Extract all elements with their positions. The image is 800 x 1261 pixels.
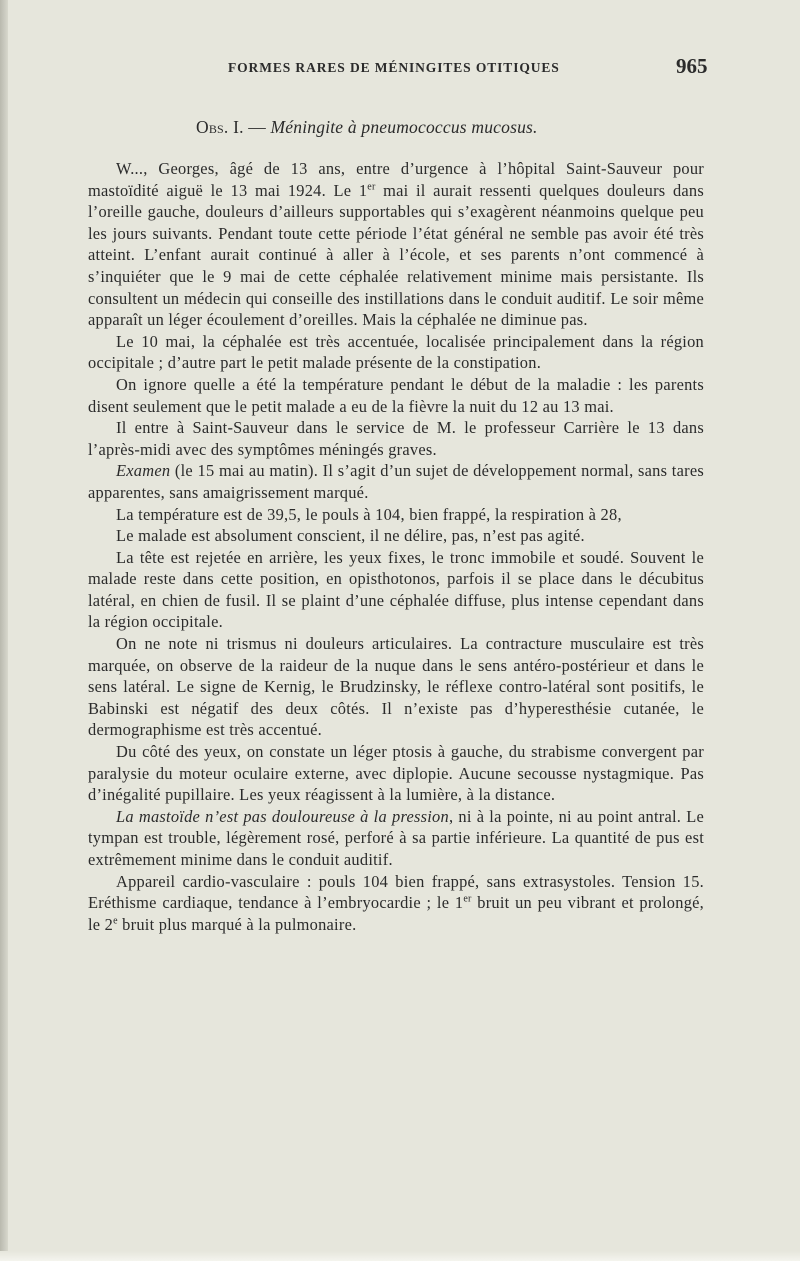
observation-dash: — (243, 117, 271, 137)
paragraph-cardio-text-a: Appareil cardio-vasculaire : pouls 104 bien frappé, sans extrasystoles. Tension 15. Eréthisme cardiaque, tendance à l’embryocardie ; le 1 (88, 871, 704, 913)
paragraph-history-text: W..., Georges, âgé de 13 ans, entre d’urgence à l’hôpital Saint-Sauveur pour mastoïdité aiguë le 13 mai 1924. Le 1 (88, 159, 704, 200)
page-number: 965 (676, 54, 708, 78)
mastoid-emphasis: La mastoïde n’est pas douloureuse à la pression (116, 806, 449, 826)
paragraph-mastoid-text: , ni à la pointe, ni au point antral. Le tympan est trouble, légèrement rosé, perforé à sa partie inférieure. La quantité de pus est extrêmement minime dans le conduit auditif. (88, 806, 704, 869)
running-title: FORMES RARES DE MÉNINGITES OTITIQUES (228, 60, 560, 75)
paragraph-contracture: On ne note ni trismus ni douleurs articulaires. La contracture musculaire est très marquée, on observe de la raideur de la nuque dans le sens antéro-postérieur et dans le sens latéral. Le signe de Kernig, le Brudzinsky, le réflexe contro-latéral sont positifs, le Babinski est négatif des deux côtés. Il n’existe pas d’hyperesthésie cutanée, le dermographisme est très accentué. (88, 634, 704, 740)
page-bottom-edge (0, 1251, 800, 1261)
observation-heading (196, 117, 538, 138)
page-header (0, 52, 800, 82)
paragraph-posture: La tête est rejetée en arrière, les yeux fixes, le tronc immobile et soudé. Souvent le malade reste dans cette position, en opisthotonos, parfois il se place dans le décubitus latéral, en chien de fusil. Il se plaint d’une céphalée diffuse, plus intense cependant dans la région occipitale. (88, 547, 704, 632)
paragraph-cardio-text-b: bruit un peu vibrant et prolongé, le 2 (88, 893, 705, 934)
ordinal-superscript: er (367, 181, 376, 193)
case-report-body (88, 158, 704, 935)
paragraph-cardio-text-c: bruit plus marqué à la pulmonaire. (117, 914, 357, 934)
observation-title: Méningite à pneumococcus mucosus. (270, 117, 538, 137)
paragraph-consciousness: Le malade est absolument conscient, il ne délire, pas, n’est pas agité. (116, 526, 585, 546)
ordinal-superscript: er (463, 893, 472, 905)
paragraph-vitals: La température est de 39,5, le pouls à 104, bien frappé, la respiration à 28, (116, 504, 622, 524)
paragraph-cardio (88, 871, 704, 936)
paragraph-temperature-unknown: On ignore quelle a été la température pendant le début de la maladie : les parents disent seulement que le petit malade a eu de la fièvre la nuit du 12 au 13 mai. (88, 374, 704, 416)
paragraph-examen (88, 460, 704, 503)
examen-label: Examen (116, 461, 171, 481)
paragraph-admission: Il entre à Saint-Sauveur dans le service de M. le professeur Carrière le 13 dans l’après-midi avec des symptômes méningés graves. (88, 418, 704, 459)
ordinal-superscript: e (113, 915, 118, 927)
paragraph-examen-text: (le 15 mai au matin). Il s’agit d’un sujet de développement normal, sans tares apparentes, sans amaigrissement marqué. (88, 461, 704, 502)
observation-label: Obs. I. (196, 117, 244, 137)
page-binding-edge (0, 0, 8, 1261)
paragraph-mastoid (88, 806, 704, 871)
paragraph-eyes: Du côté des yeux, on constate un léger ptosis à gauche, du strabisme convergent par paralysie du moteur oculaire externe, avec diplopie. Aucune secousse nystagmique. Pas d’inégalité pupillaire. Les yeux réagissent à la lumière, à la distance. (88, 742, 704, 805)
paragraph-history-text-rest: mai il aurait ressenti quelques douleurs dans l’oreille gauche, douleurs d’ailleurs supportables qui s’exagèrent néanmoins quelque peu les jours suivants. Pendant toute cette période l’état général ne semble pas avoir été très atteint. L’enfant aurait continué à aller à l’école, et ses parents n’ont commencé à s’inquiéter que le 9 mai de cette céphalée relativement minime mais persistante. Ils consultent un médecin qui conseille des instillations dans le conduit auditif. Le soir même apparaît un léger écoulement d’oreilles. Mais la céphalée ne diminue pas. (88, 180, 704, 330)
paragraph-history (88, 158, 704, 331)
paragraph-may-10: Le 10 mai, la céphalée est très accentuée, localisée principalement dans la région occipitale ; d’autre part le petit malade présente de la constipation. (88, 331, 704, 373)
